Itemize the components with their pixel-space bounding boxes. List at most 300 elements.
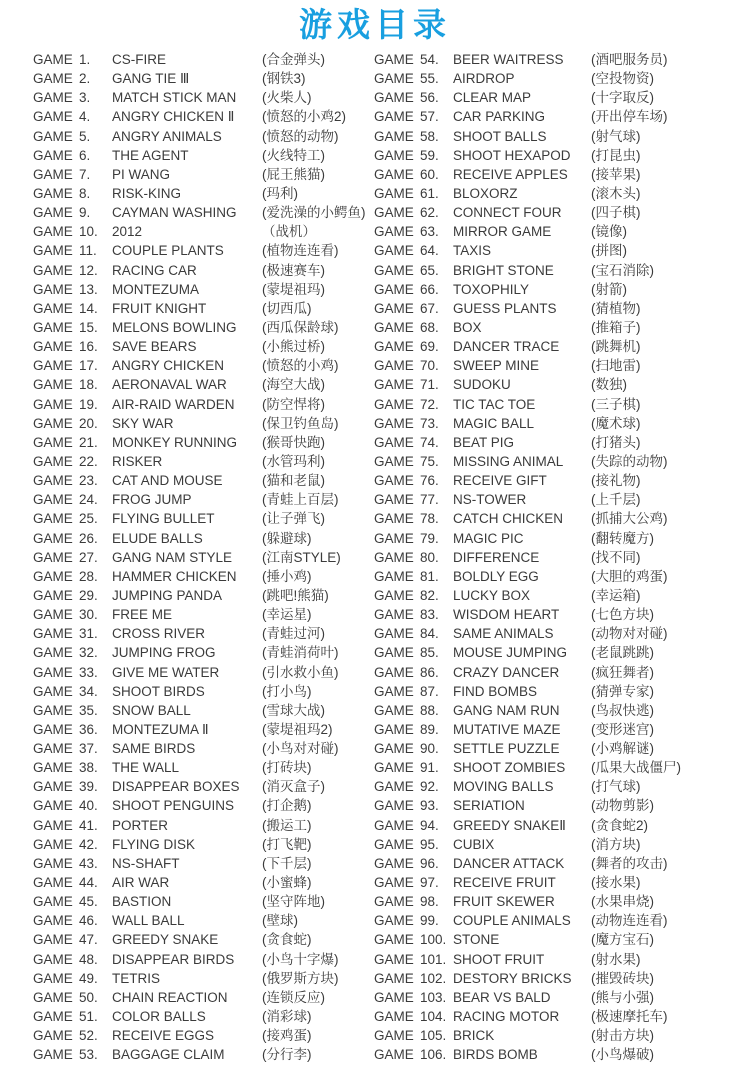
game-number: 67. [420, 300, 439, 316]
game-title-cn: (愤怒的动物) [262, 128, 339, 144]
game-label: GAME [374, 798, 414, 814]
game-list-item [374, 911, 750, 930]
game-number: 10. [79, 224, 98, 240]
game-number: 38. [79, 760, 98, 776]
game-number: 62. [420, 205, 439, 221]
game-list-item [33, 567, 367, 586]
game-label: GAME [374, 358, 414, 374]
game-number: 94. [420, 817, 439, 833]
game-title-cn: (魔方宝石) [591, 932, 654, 948]
game-title-en: SHOOT ZOMBIES [453, 760, 566, 776]
game-title-en: SUDOKU [453, 377, 511, 393]
game-number: 47. [79, 932, 98, 948]
game-label: GAME [374, 989, 414, 1005]
game-list-item [374, 930, 750, 949]
game-title-en: MOUSE JUMPING [453, 645, 568, 661]
game-list-item [374, 816, 750, 835]
game-title-en: THE AGENT [112, 147, 189, 163]
game-title-en: NS-TOWER [453, 492, 527, 508]
game-title-en: WALL BALL [112, 913, 185, 929]
game-number: 69. [420, 339, 439, 355]
game-title-en: RISKER [112, 453, 163, 469]
game-number: 35. [79, 702, 98, 718]
game-number: 17. [79, 358, 98, 374]
game-title-en: BASTION [112, 894, 172, 910]
game-list-item [33, 509, 367, 528]
game-number: 86. [420, 664, 439, 680]
game-title-cn: (打企鹅) [262, 798, 312, 814]
game-number: 42. [79, 836, 98, 852]
game-list-item [33, 1026, 367, 1045]
game-title-en: GUESS PLANTS [453, 300, 557, 316]
game-title-cn: (玛利) [262, 185, 298, 201]
game-title-cn: (猜弹专家) [591, 683, 654, 699]
game-number: 39. [79, 779, 98, 795]
game-number: 102. [420, 970, 447, 986]
game-label: GAME [33, 473, 73, 489]
game-list-item [33, 146, 367, 165]
game-title-cn: (七色方块) [591, 607, 654, 623]
game-title-cn: (接苹果) [591, 166, 641, 182]
game-list-column-left [0, 50, 367, 1064]
game-title-cn: (消方块) [591, 836, 641, 852]
game-label: GAME [374, 52, 414, 67]
game-label: GAME [33, 1047, 73, 1063]
game-title-cn: (贪食蛇) [262, 932, 312, 948]
game-label: GAME [374, 1047, 414, 1063]
game-title-en: THE WALL [112, 760, 180, 776]
game-title-cn: (拼图) [591, 243, 627, 259]
game-title-cn: (老鼠跳跳) [591, 645, 654, 661]
game-title-cn: (熊与小强) [591, 989, 654, 1005]
game-title-en: RECEIVE FRUIT [453, 875, 556, 891]
game-title-cn: (扫地雷) [591, 358, 641, 374]
game-title-cn: (三子棋) [591, 396, 641, 412]
game-label: GAME [374, 71, 414, 87]
game-label: GAME [374, 626, 414, 642]
game-number: 81. [420, 568, 439, 584]
game-list-item [374, 624, 750, 643]
game-label: GAME [374, 894, 414, 910]
game-label: GAME [374, 875, 414, 891]
game-title-en: AIR WAR [112, 875, 170, 891]
game-title-cn: (鸟叔快逃) [591, 702, 654, 718]
game-label: GAME [33, 549, 73, 565]
game-title-en: BEAR VS BALD [453, 989, 551, 1005]
game-title-en: RACING MOTOR [453, 1009, 560, 1025]
game-list-item [374, 50, 750, 69]
page-title: 游戏目录 [299, 6, 451, 43]
game-label: GAME [33, 185, 73, 201]
game-list-item [374, 567, 750, 586]
game-title-cn: (钢铁3) [262, 71, 306, 87]
game-title-en: MONKEY RUNNING [112, 434, 238, 450]
game-title-cn: (打小鸟) [262, 683, 312, 699]
game-title-cn: (小蜜蜂) [262, 875, 312, 891]
game-number: 4. [79, 109, 91, 125]
game-list-item [374, 222, 750, 241]
game-title-cn: (四子棋) [591, 205, 641, 221]
game-label: GAME [374, 473, 414, 489]
game-title-cn: (愤怒的小鸡) [262, 358, 339, 374]
game-number: 46. [79, 913, 98, 929]
game-list-item [374, 682, 750, 701]
game-title-en: GANG NAM RUN [453, 702, 560, 718]
game-title-en: SHOOT PENGUINS [112, 798, 235, 814]
game-list-item [374, 337, 750, 356]
game-title-cn: (打砖块) [262, 760, 312, 776]
game-number: 88. [420, 702, 439, 718]
game-title-cn: (青蛙过河) [262, 626, 325, 642]
game-list-item [374, 796, 750, 815]
game-title-cn: (找不同) [591, 549, 641, 565]
game-label: GAME [374, 817, 414, 833]
game-title-en: RECEIVE APPLES [453, 166, 568, 182]
game-label: GAME [374, 281, 414, 297]
game-list-item [33, 911, 367, 930]
game-title-en: BOX [453, 319, 482, 335]
game-number: 92. [420, 779, 439, 795]
game-label: GAME [33, 721, 73, 737]
game-title-cn: (切西瓜) [262, 300, 312, 316]
game-title-en: BOLDLY EGG [453, 568, 539, 584]
game-number: 33. [79, 664, 98, 680]
game-label: GAME [374, 951, 414, 967]
game-label: GAME [374, 453, 414, 469]
game-number: 34. [79, 683, 98, 699]
game-title-cn: (猴哥快跑) [262, 434, 325, 450]
game-list-item [33, 758, 367, 777]
game-title-en: CUBIX [453, 836, 495, 852]
game-title-en: MAGIC PIC [453, 530, 524, 546]
game-list-item [33, 280, 367, 299]
game-label: GAME [33, 989, 73, 1005]
game-label: GAME [33, 626, 73, 642]
game-title-cn: (猜植物) [591, 300, 641, 316]
game-title-cn: (小鸟对对碰) [262, 741, 339, 757]
game-title-cn: (搬运工) [262, 817, 312, 833]
game-number: 16. [79, 339, 98, 355]
game-title-cn: (射水果) [591, 951, 641, 967]
game-title-cn: (失踪的动物) [591, 453, 668, 469]
game-label: GAME [374, 932, 414, 948]
game-list-item [374, 988, 750, 1007]
game-title-en: TETRIS [112, 970, 161, 986]
game-title-cn: (镜像) [591, 224, 627, 240]
game-title-en: DISAPPEAR BIRDS [112, 951, 235, 967]
game-list-item [374, 854, 750, 873]
game-label: GAME [33, 970, 73, 986]
game-number: 22. [79, 453, 98, 469]
game-list-item [374, 701, 750, 720]
game-number: 95. [420, 836, 439, 852]
game-label: GAME [374, 549, 414, 565]
game-title-en: GIVE ME WATER [112, 664, 220, 680]
game-number: 5. [79, 128, 91, 144]
game-label: GAME [33, 396, 73, 412]
game-list-item [33, 356, 367, 375]
game-list-item [374, 146, 750, 165]
game-title-cn: (打气球) [591, 779, 641, 795]
game-label: GAME [374, 377, 414, 393]
game-title-en: ANGRY ANIMALS [112, 128, 222, 144]
game-label: GAME [374, 779, 414, 795]
game-label: GAME [33, 205, 73, 221]
game-list-item [374, 356, 750, 375]
game-label: GAME [374, 568, 414, 584]
game-title-en: AIRDROP [453, 71, 515, 87]
game-number: 49. [79, 970, 98, 986]
game-title-cn: (变形迷宫) [591, 721, 654, 737]
game-title-en: WISDOM HEART [453, 607, 560, 623]
game-number: 82. [420, 587, 439, 603]
game-label: GAME [374, 913, 414, 929]
game-number: 44. [79, 875, 98, 891]
game-label: GAME [374, 90, 414, 106]
game-list-item [33, 892, 367, 911]
game-number: 23. [79, 473, 98, 489]
game-list-item [374, 1007, 750, 1026]
game-title-en: SETTLE PUZZLE [453, 741, 560, 757]
game-title-en: GREEDY SNAKEⅡ [453, 817, 566, 833]
game-number: 100. [420, 932, 447, 948]
game-title-en: GREEDY SNAKE [112, 932, 219, 948]
game-title-en: MAGIC BALL [453, 415, 535, 431]
game-title-en: AERONAVAL WAR [112, 377, 227, 393]
game-title-en: CAR PARKING [453, 109, 546, 125]
game-label: GAME [33, 90, 73, 106]
game-list-item [33, 586, 367, 605]
game-number: 30. [79, 607, 98, 623]
game-title-en: FLYING BULLET [112, 511, 215, 527]
game-list-item [374, 509, 750, 528]
game-list-item [374, 720, 750, 739]
game-list-item [374, 69, 750, 88]
game-number: 72. [420, 396, 439, 412]
game-label: GAME [33, 664, 73, 680]
game-label: GAME [33, 645, 73, 661]
game-title-cn: (贪食蛇2) [591, 817, 648, 833]
game-list-item [33, 452, 367, 471]
game-label: GAME [33, 607, 73, 623]
game-number: 77. [420, 492, 439, 508]
game-list-item [374, 892, 750, 911]
game-label: GAME [33, 855, 73, 871]
game-list-item [33, 299, 367, 318]
game-title-cn: (火线特工) [262, 147, 325, 163]
game-label: GAME [374, 492, 414, 508]
game-number: 68. [420, 319, 439, 335]
game-label: GAME [33, 300, 73, 316]
game-title-cn: （战机） [262, 224, 316, 240]
game-label: GAME [374, 721, 414, 737]
game-label: GAME [33, 530, 73, 546]
game-label: GAME [33, 434, 73, 450]
game-list-item [374, 777, 750, 796]
game-label: GAME [33, 492, 73, 508]
game-title-en: TIC TAC TOE [453, 396, 536, 412]
game-title-cn: (酒吧服务员) [591, 52, 668, 67]
game-title-cn: (俄罗斯方块) [262, 970, 339, 986]
game-label: GAME [33, 262, 73, 278]
game-title-en: TAXIS [453, 243, 492, 259]
game-label: GAME [374, 587, 414, 603]
game-title-cn: (动物剪影) [591, 798, 654, 814]
game-list-item [374, 548, 750, 567]
game-title-cn: (水果串烧) [591, 894, 654, 910]
game-title-en: TOXOPHILY [453, 281, 530, 297]
game-number: 79. [420, 530, 439, 546]
game-list-item [374, 261, 750, 280]
game-number: 29. [79, 587, 98, 603]
game-number: 103. [420, 989, 447, 1005]
game-title-en: DESTORY BRICKS [453, 970, 572, 986]
game-list-item [33, 414, 367, 433]
game-list-item [374, 739, 750, 758]
game-title-cn: (抓捕大公鸡) [591, 511, 668, 527]
game-list-item [33, 337, 367, 356]
game-label: GAME [33, 760, 73, 776]
game-title-cn: (消彩球) [262, 1009, 312, 1025]
game-label: GAME [374, 185, 414, 201]
game-number: 18. [79, 377, 98, 393]
game-title-cn: (海空大战) [262, 377, 325, 393]
game-list-item [374, 529, 750, 548]
game-list-item [33, 720, 367, 739]
game-title-en: PI WANG [112, 166, 171, 182]
game-title-cn: (打猪头) [591, 434, 641, 450]
game-title-en: RISK-KING [112, 185, 182, 201]
game-title-cn: (魔术球) [591, 415, 641, 431]
game-title-cn: (让子弹飞) [262, 511, 325, 527]
game-title-en: SAME ANIMALS [453, 626, 554, 642]
game-list-item [374, 471, 750, 490]
game-title-cn: (爱洗澡的小鳄鱼) [262, 205, 366, 221]
game-title-cn: (数独) [591, 377, 627, 393]
game-list-item [33, 69, 367, 88]
game-label: GAME [374, 855, 414, 871]
game-title-en: ANGRY CHICKEN Ⅱ [112, 109, 235, 125]
game-number: 87. [420, 683, 439, 699]
game-label: GAME [33, 453, 73, 469]
game-label: GAME [374, 300, 414, 316]
game-number: 74. [420, 434, 439, 450]
game-list-item [33, 222, 367, 241]
game-list-item [374, 127, 750, 146]
game-title-en: COUPLE ANIMALS [453, 913, 571, 929]
game-list-item [374, 643, 750, 662]
game-title-en: SWEEP MINE [453, 358, 540, 374]
game-label: GAME [33, 128, 73, 144]
game-number: 25. [79, 511, 98, 527]
game-list-item [33, 471, 367, 490]
game-number: 106. [420, 1047, 447, 1063]
game-title-cn: (极速赛车) [262, 262, 325, 278]
game-list-item [374, 835, 750, 854]
game-title-cn: (射击方块) [591, 1028, 654, 1044]
game-title-en: 2012 [112, 224, 143, 240]
game-number: 104. [420, 1009, 447, 1025]
game-title-en: MELONS BOWLING [112, 319, 237, 335]
game-label: GAME [374, 1009, 414, 1025]
game-list-item [374, 452, 750, 471]
game-number: 78. [420, 511, 439, 527]
game-title-cn: (躲避球) [262, 530, 312, 546]
game-list-item [33, 854, 367, 873]
game-title-cn: (疯狂舞者) [591, 664, 654, 680]
game-title-en: BEAT PIG [453, 434, 515, 450]
game-list-item [33, 318, 367, 337]
game-number: 40. [79, 798, 98, 814]
game-number: 26. [79, 530, 98, 546]
game-list [0, 50, 750, 1064]
game-title-cn: (舞者的攻击) [591, 855, 668, 871]
game-list-item [33, 548, 367, 567]
game-number: 75. [420, 453, 439, 469]
game-number: 52. [79, 1028, 98, 1044]
game-list-item [33, 816, 367, 835]
game-title-cn: (开出停车场) [591, 109, 668, 125]
game-number: 24. [79, 492, 98, 508]
game-title-cn: (动物对对碰) [591, 626, 668, 642]
game-title-en: FREE ME [112, 607, 173, 623]
game-label: GAME [374, 664, 414, 680]
game-label: GAME [374, 128, 414, 144]
game-label: GAME [374, 702, 414, 718]
game-title-en: FRUIT KNIGHT [112, 300, 207, 316]
game-list-item [374, 395, 750, 414]
game-label: GAME [374, 262, 414, 278]
game-list-item [374, 280, 750, 299]
game-list-item [374, 184, 750, 203]
game-number: 41. [79, 817, 98, 833]
game-title-cn: (屁王熊猫) [262, 166, 325, 182]
game-number: 13. [79, 281, 98, 297]
game-number: 54. [420, 52, 439, 67]
game-list-item [33, 605, 367, 624]
game-number: 19. [79, 396, 98, 412]
game-number: 83. [420, 607, 439, 623]
game-list-item [374, 203, 750, 222]
game-list-item [33, 203, 367, 222]
game-title-cn: (摧毁砖块) [591, 970, 654, 986]
game-number: 59. [420, 147, 439, 163]
game-label: GAME [33, 1028, 73, 1044]
game-title-cn: (青蛙消荷叶) [262, 645, 339, 661]
game-title-cn: (上千层) [591, 492, 641, 508]
game-number: 51. [79, 1009, 98, 1025]
game-title-cn: (西瓜保龄球) [262, 319, 339, 335]
game-list-item [33, 107, 367, 126]
game-title-en: FIND BOMBS [453, 683, 538, 699]
game-list-item [374, 299, 750, 318]
game-title-en: HAMMER CHICKEN [112, 568, 237, 584]
game-title-en: CAYMAN WASHING [112, 205, 237, 221]
game-list-item [33, 777, 367, 796]
game-label: GAME [374, 1028, 414, 1044]
game-title-en: DANCER ATTACK [453, 855, 565, 871]
game-label: GAME [33, 875, 73, 891]
game-title-en: COUPLE PLANTS [112, 243, 224, 259]
game-title-cn: (翻转魔方) [591, 530, 654, 546]
game-title-cn: (蒙堤祖玛2) [262, 721, 333, 737]
game-number: 11. [79, 243, 97, 259]
game-list-item [33, 873, 367, 892]
game-label: GAME [33, 319, 73, 335]
game-label: GAME [33, 683, 73, 699]
game-title-cn: (防空悍将) [262, 396, 325, 412]
game-title-en: DISAPPEAR BOXES [112, 779, 240, 795]
